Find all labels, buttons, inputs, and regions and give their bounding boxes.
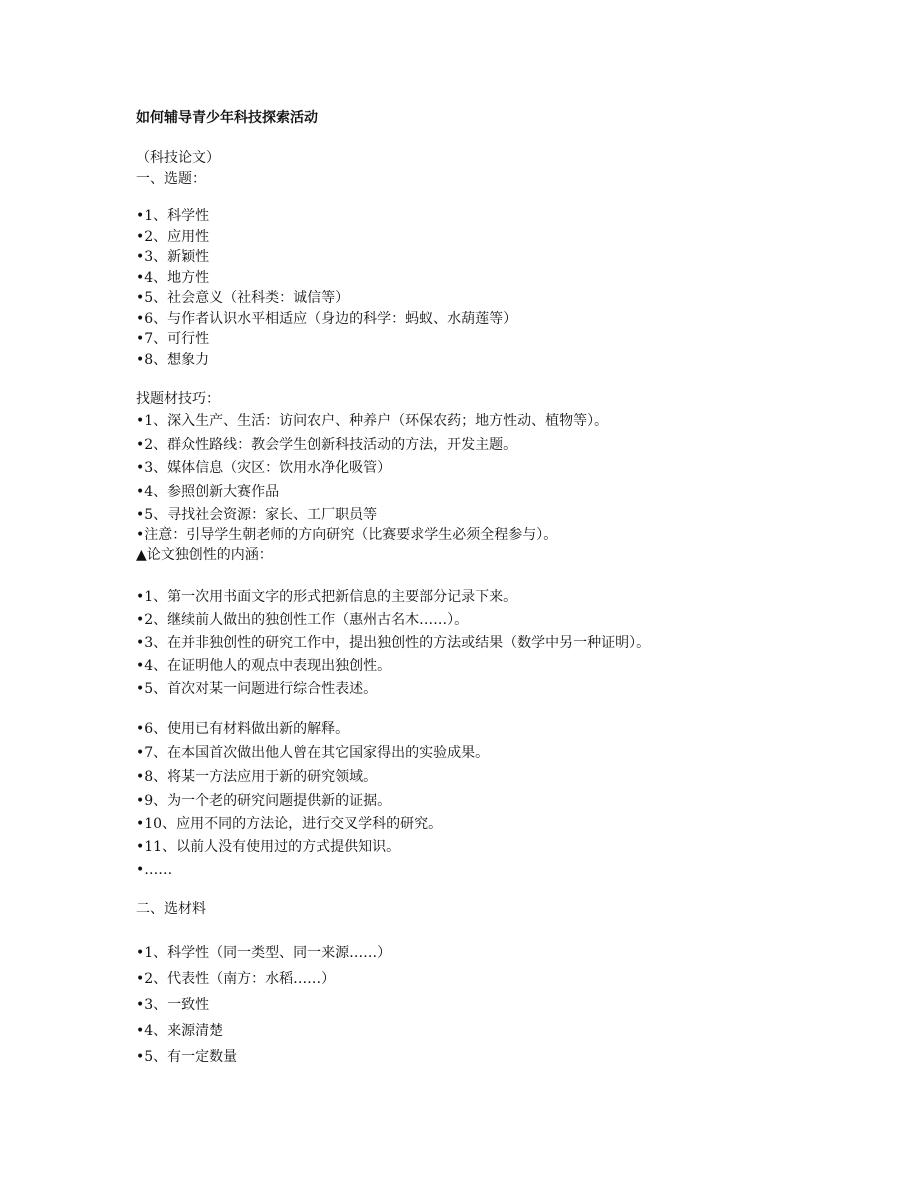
- section1-item: •4、地方性: [136, 270, 210, 286]
- tips-item: •3、媒体信息（灾区：饮用水净化吸管）: [136, 460, 392, 476]
- section1-item: •6、与作者认识水平相适应（身边的科学：蚂蚁、水葫莲等）: [136, 311, 518, 327]
- section2-item: •3、一致性: [136, 997, 210, 1013]
- originality-item: •4、在证明他人的观点中表现出独创性。: [136, 658, 392, 674]
- section2-heading: 二、选材料: [136, 901, 206, 917]
- tips-item: •5、寻找社会资源：家长、工厂职员等: [136, 507, 378, 523]
- originality-item: •11、以前人没有使用过的方式提供知识。: [136, 839, 401, 855]
- section2-item: •4、来源清楚: [136, 1023, 224, 1039]
- originality-item: •……: [136, 862, 173, 878]
- document-subtitle: （科技论文）: [136, 150, 220, 166]
- section1-item: •8、想象力: [136, 352, 210, 368]
- originality-item: •6、使用已有材料做出新的解释。: [136, 721, 350, 737]
- section1-item: •1、科学性: [136, 208, 210, 224]
- section1-item: •2、应用性: [136, 229, 210, 245]
- originality-item: •10、应用不同的方法论，进行交叉学科的研究。: [136, 816, 443, 832]
- originality-item: •9、为一个老的研究问题提供新的证据。: [136, 793, 392, 809]
- tips-item: •4、参照创新大赛作品: [136, 484, 280, 500]
- originality-item: •7、在本国首次做出他人曾在其它国家得出的实验成果。: [136, 745, 490, 761]
- originality-item: •2、继续前人做出的独创性工作（惠州古名木……）。: [136, 612, 469, 628]
- section1-heading: 一、选题：: [136, 171, 206, 187]
- document-title: 如何辅导青少年科技探索活动: [136, 110, 318, 126]
- section1-item: •7、可行性: [136, 331, 210, 347]
- originality-heading: ▲论文独创性的内涵：: [136, 547, 273, 563]
- originality-item: •1、第一次用书面文字的形式把新信息的主要部分记录下来。: [136, 589, 518, 605]
- section1-item: •3、新颖性: [136, 249, 210, 265]
- tips-note: •注意：引导学生朝老师的方向研究（比赛要求学生必须全程参与）。: [136, 527, 558, 543]
- section2-item: •1、科学性（同一类型、同一来源……）: [136, 945, 392, 961]
- originality-item: •5、首次对某一问题进行综合性表述。: [136, 681, 378, 697]
- originality-item: •3、在并非独创性的研究工作中，提出独创性的方法或结果（数学中另一种证明）。: [136, 635, 651, 651]
- originality-item: •8、将某一方法应用于新的研究领域。: [136, 769, 378, 785]
- section2-item: •2、代表性（南方：水稻……）: [136, 971, 336, 987]
- section1-item: •5、社会意义（社科类：诚信等）: [136, 290, 350, 306]
- tips-item: •2、群众性路线：教会学生创新科技活动的方法，开发主题。: [136, 437, 518, 453]
- tips-item: •1、深入生产、生活：访问农户、种养户（环保农药；地方性动、植物等）。: [136, 413, 609, 429]
- tips-heading: 找题材技巧：: [136, 391, 220, 407]
- section2-item: •5、有一定数量: [136, 1049, 238, 1065]
